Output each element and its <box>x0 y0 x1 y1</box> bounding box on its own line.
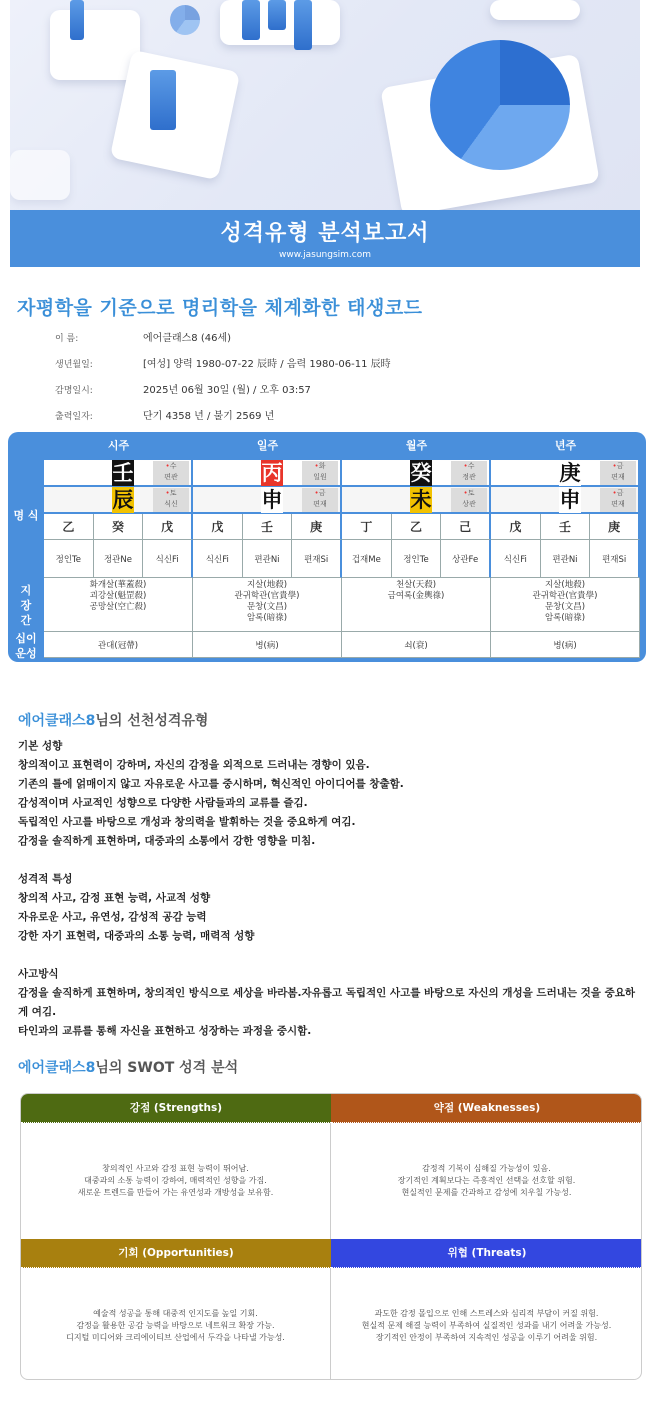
section-line: 독립적인 사고를 바탕으로 개성과 창의력을 발휘하는 것을 중요하게 여김. <box>18 816 356 828</box>
report-banner <box>10 210 640 267</box>
hidden-stem: 丁 <box>342 514 392 540</box>
twelve-stage-cell: 관대(冠帶) <box>44 632 193 658</box>
section-heading: 성격적 특성 <box>18 873 73 885</box>
swot-body: 예술적 성공을 통해 대중적 인지도를 높일 기회. 감정을 활용한 공감 능력을 바탕으로 네트워크 확장 가능. 디지털 미디어와 크리에이티브 산업에서 두각을 나타낼 가능성. <box>21 1268 331 1380</box>
pillar-header: 시주 <box>107 439 130 452</box>
shinsal-item: 화개살(華蓋殺) <box>89 580 147 590</box>
shinsal-item: 지살(地殺) <box>246 580 288 590</box>
section-line: 감정을 솔직하게 표현하며, 창의적인 방식으로 세상을 바라봄.자유롭고 독립적인 사고를 바탕으로 자신의 개성을 드러내는 것을 중요하게 여김. <box>18 987 636 1018</box>
stem-character: 壬 <box>112 460 134 485</box>
info-row <box>55 407 274 422</box>
personality-section <box>18 870 643 946</box>
stem-cell <box>193 460 342 487</box>
shinsal-item: 지살(地殺) <box>544 580 586 590</box>
ten-god-label: 편재 <box>611 500 625 508</box>
report-title: 성격유형 분석보고서 <box>220 221 430 246</box>
shinsal-item: 천살(天殺) <box>395 580 437 590</box>
twelve-stage-cell: 병(病) <box>193 632 342 658</box>
stem-cell <box>491 460 640 487</box>
hidden-stem: 戊 <box>143 514 193 540</box>
swot-table <box>20 1093 642 1380</box>
swot-body: 과도한 감정 몰입으로 인해 스트레스와 심리적 부담이 커질 위험. 현실적 문제 해결 능력이 부족하여 실질적인 성과를 내기 어려울 가능성. 장기적인 안정이 부족하여 지속적인 성공을 이루기 어려울 위험. <box>331 1268 642 1380</box>
stem-character: 庚 <box>559 460 581 485</box>
pillar-header: 월주 <box>405 439 428 452</box>
shinsal-cell <box>193 578 342 632</box>
title-suffix: 님의 SWOT 성격 분석 <box>95 1060 239 1076</box>
element-label: • 금 <box>600 488 636 499</box>
section-line: 타인과의 교류를 통해 자신을 표현하고 성장하는 과정을 중시함. <box>18 1025 312 1037</box>
pillar-header: 일주 <box>256 439 279 452</box>
swot-header: 약점 (Weaknesses) <box>331 1094 642 1123</box>
branch-tag <box>153 488 189 512</box>
info-row <box>55 329 231 344</box>
shinsal-item: 공망살(空亡殺) <box>89 602 147 612</box>
info-row <box>55 355 391 370</box>
section-line: 감정을 솔직하게 표현하며, 대중과의 소통에서 강한 영향을 미침. <box>18 835 316 847</box>
info-label: 생년월일: <box>55 360 93 370</box>
hidden-ten-god: 편재Si <box>292 540 342 578</box>
hidden-stem: 己 <box>441 514 491 540</box>
section-line: 기존의 틀에 얽매이지 않고 자유로운 사고를 중시하며, 혁신적인 아이디어를 창출함. <box>18 778 404 790</box>
ten-god-label: 상관 <box>462 500 476 508</box>
shinsal-item: 암록(暗祿) <box>544 613 586 623</box>
info-row <box>55 381 311 396</box>
element-label: • 토 <box>451 488 487 499</box>
row-label-myeongsik: 명 식 <box>13 508 39 522</box>
header-illustration <box>10 0 640 210</box>
hidden-stem: 癸 <box>94 514 144 540</box>
hidden-ten-god: 편재Si <box>590 540 640 578</box>
info-label: 감명일시: <box>55 386 93 396</box>
twelve-stage-cell: 병(病) <box>491 632 640 658</box>
stem-cell <box>44 460 193 487</box>
hidden-stem: 乙 <box>392 514 442 540</box>
hidden-ten-god: 정인Te <box>392 540 442 578</box>
hidden-ten-god: 상관Fe <box>441 540 491 578</box>
section-heading: 사고방식 <box>18 968 59 980</box>
shinsal-cell <box>491 578 640 632</box>
shinsal-item: 암록(暗祿) <box>246 613 288 623</box>
section-line: 창의적이고 표현력이 강하며, 자신의 감정을 외적으로 드러내는 경향이 있음. <box>18 759 370 771</box>
shinsal-item: 금여록(金輿祿) <box>387 591 445 601</box>
personality-section <box>18 965 643 1041</box>
hidden-stem: 戊 <box>193 514 243 540</box>
ten-god-label: 정관 <box>462 473 476 481</box>
section-line: 강한 자기 표현력, 대중과의 소통 능력, 매력적 성향 <box>18 930 255 942</box>
hidden-stem: 庚 <box>292 514 342 540</box>
hidden-ten-god: 정관Ne <box>94 540 144 578</box>
branch-tag <box>600 488 636 512</box>
section-heading: 기본 성향 <box>18 740 63 752</box>
title-suffix: 님의 선천성격유형 <box>95 713 209 729</box>
saju-chart <box>8 432 646 662</box>
info-value: 에어클래스8 (46세) <box>143 333 232 344</box>
section-line: 창의적 사고, 감정 표현 능력, 사교적 성향 <box>18 892 211 904</box>
branch-character: 申 <box>559 487 581 512</box>
branch-cell <box>193 487 342 514</box>
branch-character: 辰 <box>112 487 134 512</box>
branch-cell <box>491 487 640 514</box>
personality-text <box>18 737 643 1041</box>
stem-tag <box>451 461 487 485</box>
hidden-ten-god: 겁재Me <box>342 540 392 578</box>
shinsal-item: 관귀학관(官貴學) <box>532 591 598 601</box>
info-value: 2025년 06월 30일 (월) / 오후 03:57 <box>143 385 311 396</box>
stem-tag <box>153 461 189 485</box>
page-headline: 자평학을 기준으로 명리학을 체계화한 태생코드 <box>17 297 423 319</box>
ten-god-label: 편재 <box>313 500 327 508</box>
swot-body: 감정적 기복이 심해질 가능성이 있음. 장기적인 계획보다는 즉흥적인 선택을 선호할 위험. 현실적인 문제를 간과하고 감성에 치우칠 가능성. <box>331 1123 642 1239</box>
branch-tag <box>451 488 487 512</box>
ten-god-label: 편관 <box>164 473 178 481</box>
personality-title <box>18 710 208 730</box>
shinsal-cell <box>44 578 193 632</box>
element-label: • 수 <box>451 461 487 472</box>
hidden-ten-god: 정인Te <box>44 540 94 578</box>
shinsal-item: 문창(文昌) <box>544 602 586 612</box>
stem-character: 丙 <box>261 460 283 485</box>
swot-title <box>18 1057 238 1077</box>
stem-tag <box>302 461 338 485</box>
row-label-sibi: 십이 운성 <box>15 632 37 660</box>
personality-section <box>18 737 643 851</box>
info-label: 출력일자: <box>55 412 93 422</box>
element-label: • 토 <box>153 488 189 499</box>
hidden-stem: 庚 <box>590 514 640 540</box>
row-label-jijanggan: 지 장 간 <box>20 583 32 627</box>
section-line: 자유로운 사고, 유연성, 감성적 공감 능력 <box>18 911 207 923</box>
swot-body: 창의적인 사고와 감정 표현 능력이 뛰어남. 대중과의 소통 능력이 강하여, 매력적인 성향을 가짐. 새로운 트렌드를 만들어 가는 유연성과 개방성을 보유함. <box>21 1123 331 1239</box>
element-label: • 화 <box>302 461 338 472</box>
hidden-ten-god: 식신Fi <box>491 540 541 578</box>
stem-cell <box>342 460 491 487</box>
twelve-stage-cell: 쇠(衰) <box>342 632 491 658</box>
element-label: • 금 <box>302 488 338 499</box>
hidden-stem: 壬 <box>541 514 591 540</box>
shinsal-cell <box>342 578 491 632</box>
element-label: • 금 <box>600 461 636 472</box>
hidden-ten-god: 식신Fi <box>143 540 193 578</box>
hidden-ten-god: 식신Fi <box>193 540 243 578</box>
ten-god-label: 편재 <box>611 473 625 481</box>
info-value: [여성] 양력 1980-07-22 辰時 / 음력 1980-06-11 辰時 <box>143 359 391 370</box>
swot-header: 기회 (Opportunities) <box>21 1239 331 1268</box>
person-name: 에어클래스8 <box>18 713 96 729</box>
shinsal-item: 괴강살(魁罡殺) <box>89 591 147 601</box>
hidden-ten-god: 편관Ni <box>541 540 591 578</box>
info-label: 이 름: <box>55 334 79 344</box>
element-label: • 수 <box>153 461 189 472</box>
branch-character: 未 <box>410 487 432 512</box>
shinsal-item: 문창(文昌) <box>246 602 288 612</box>
stem-tag <box>600 461 636 485</box>
saju-grid <box>44 460 640 658</box>
info-value: 단기 4358 년 / 불기 2569 년 <box>143 411 275 422</box>
swot-header: 위협 (Threats) <box>331 1239 642 1268</box>
shinsal-item: 관귀학관(官貴學) <box>234 591 300 601</box>
section-line: 감성적이며 사교적인 성향으로 다양한 사람들과의 교류를 즐김. <box>18 797 308 809</box>
ten-god-label: 일원 <box>313 473 327 481</box>
hidden-stem: 乙 <box>44 514 94 540</box>
hidden-ten-god: 편관Ni <box>243 540 293 578</box>
site-url: www.jasungsim.com <box>279 250 371 260</box>
branch-character: 申 <box>261 487 283 512</box>
person-name: 에어클래스8 <box>18 1060 96 1076</box>
branch-tag <box>302 488 338 512</box>
ten-god-label: 식신 <box>164 500 178 508</box>
branch-cell <box>342 487 491 514</box>
hidden-stem: 戊 <box>491 514 541 540</box>
stem-character: 癸 <box>410 460 432 485</box>
swot-header: 강점 (Strengths) <box>21 1094 331 1123</box>
hidden-stem: 壬 <box>243 514 293 540</box>
pillar-header: 년주 <box>554 439 577 452</box>
branch-cell <box>44 487 193 514</box>
